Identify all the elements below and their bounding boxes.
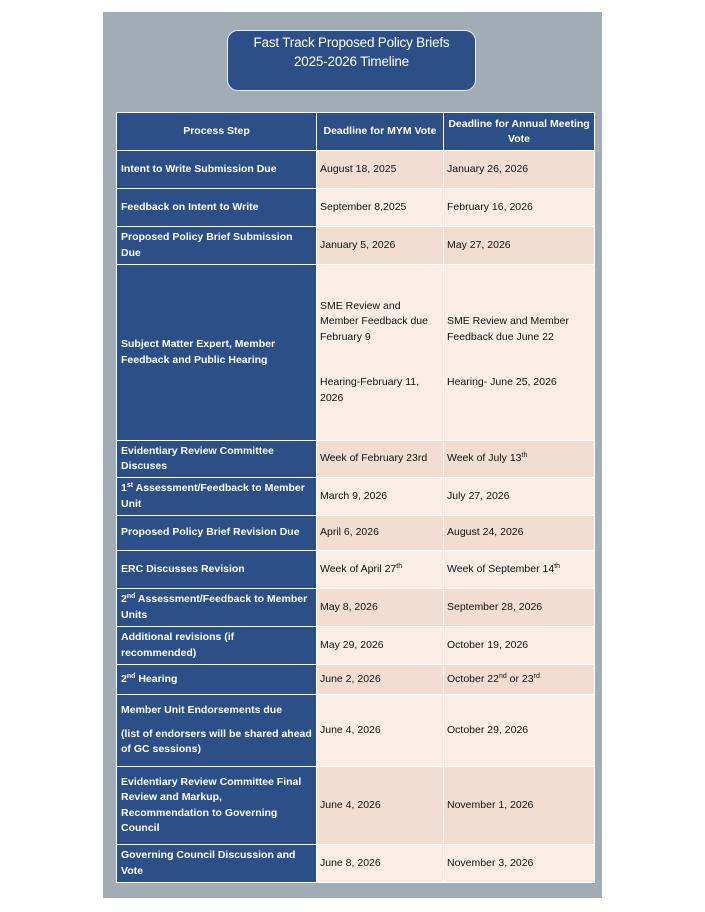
step-cell: Evidentiary Review Committee Discuses (117, 441, 317, 478)
step-cell: 2nd Assessment/Feedback to Member Units (117, 589, 317, 627)
timeline-table (116, 112, 595, 883)
table-row (117, 627, 595, 665)
header-row (117, 113, 595, 151)
step-cell: ERC Discusses Revision (117, 551, 317, 589)
step-cell: Proposed Policy Brief Revision Due (117, 516, 317, 551)
hearing-text: Hearing-February 11, 2026 (320, 376, 420, 404)
annual-deadline-cell: July 27, 2026 (444, 478, 595, 516)
annual-deadline-cell: May 27, 2026 (444, 227, 595, 265)
table-row (117, 227, 595, 265)
table-row (117, 189, 595, 227)
table-row (117, 516, 595, 551)
annual-deadline-cell: February 16, 2026 (444, 189, 595, 227)
step-cell: Additional revisions (if recommended) (117, 627, 317, 665)
mym-deadline-cell: Week of April 27th (317, 551, 444, 589)
step-cell: Governing Council Discussion and Vote (117, 845, 317, 883)
table-row (117, 265, 595, 441)
mym-deadline-cell: June 4, 2026 (317, 695, 444, 767)
step-cell: Intent to Write Submission Due (117, 151, 317, 189)
sme-review-text: SME Review and Member Feedback due February 9 (320, 299, 428, 343)
annual-deadline-cell: October 29, 2026 (444, 695, 595, 767)
header-annual-deadline: Deadline for Annual Meeting Vote (444, 113, 595, 151)
table-row (117, 767, 595, 845)
step-cell (117, 695, 317, 767)
table-row (117, 589, 595, 627)
annual-deadline-cell: September 28, 2026 (444, 589, 595, 627)
title-line-1: Fast Track Proposed Policy Briefs (253, 35, 450, 50)
header-mym-deadline: Deadline for MYM Vote (317, 113, 444, 151)
mym-deadline-cell: June 4, 2026 (317, 767, 444, 845)
annual-deadline-cell: Week of September 14th (444, 551, 595, 589)
title-box (227, 30, 476, 91)
annual-deadline-cell: October 19, 2026 (444, 627, 595, 665)
mym-deadline-cell (317, 265, 444, 441)
endorsements-note: (list of endorsers will be shared ahead of GC sessions) (121, 727, 312, 756)
step-cell: Proposed Policy Brief Submission Due (117, 227, 317, 265)
mym-deadline-cell: January 5, 2026 (317, 227, 444, 265)
mym-deadline-cell: March 9, 2026 (317, 478, 444, 516)
mym-deadline-cell: May 29, 2026 (317, 627, 444, 665)
table-row (117, 441, 595, 478)
step-cell: Feedback on Intent to Write (117, 189, 317, 227)
mym-deadline-cell: May 8, 2026 (317, 589, 444, 627)
step-cell: 2nd Hearing (117, 665, 317, 695)
mym-deadline-cell: April 6, 2026 (317, 516, 444, 551)
step-cell: Subject Matter Expert, Member Feedback and Public Hearing (117, 265, 317, 441)
annual-deadline-cell: November 3, 2026 (444, 845, 595, 883)
step-cell: 1st Assessment/Feedback to Member Unit (117, 478, 317, 516)
mym-deadline-cell: Week of February 23rd (317, 441, 444, 478)
annual-deadline-cell (444, 265, 595, 441)
sme-review-text: SME Review and Member Feedback due June 22 (447, 315, 569, 343)
mym-deadline-cell: September 8,2025 (317, 189, 444, 227)
endorsements-title: Member Unit Endorsements due (121, 704, 283, 717)
table-row (117, 478, 595, 516)
table-row (117, 551, 595, 589)
mym-deadline-cell: June 8, 2026 (317, 845, 444, 883)
annual-deadline-cell: Week of July 13th (444, 441, 595, 478)
hearing-text: Hearing- June 25, 2026 (447, 376, 557, 389)
mym-deadline-cell: August 18, 2025 (317, 151, 444, 189)
mym-deadline-cell: June 2, 2026 (317, 665, 444, 695)
annual-deadline-cell: November 1, 2026 (444, 767, 595, 845)
header-process-step: Process Step (117, 113, 317, 151)
title-line-2: 2025-2026 Timeline (294, 54, 409, 69)
annual-deadline-cell: August 24, 2026 (444, 516, 595, 551)
table-row (117, 665, 595, 695)
table-row (117, 845, 595, 883)
annual-deadline-cell: October 22nd or 23rd (444, 665, 595, 695)
table-row (117, 151, 595, 189)
table-row (117, 695, 595, 767)
step-cell: Evidentiary Review Committee Final Review and Markup, Recommendation to Governing Council (117, 767, 317, 845)
annual-deadline-cell: January 26, 2026 (444, 151, 595, 189)
